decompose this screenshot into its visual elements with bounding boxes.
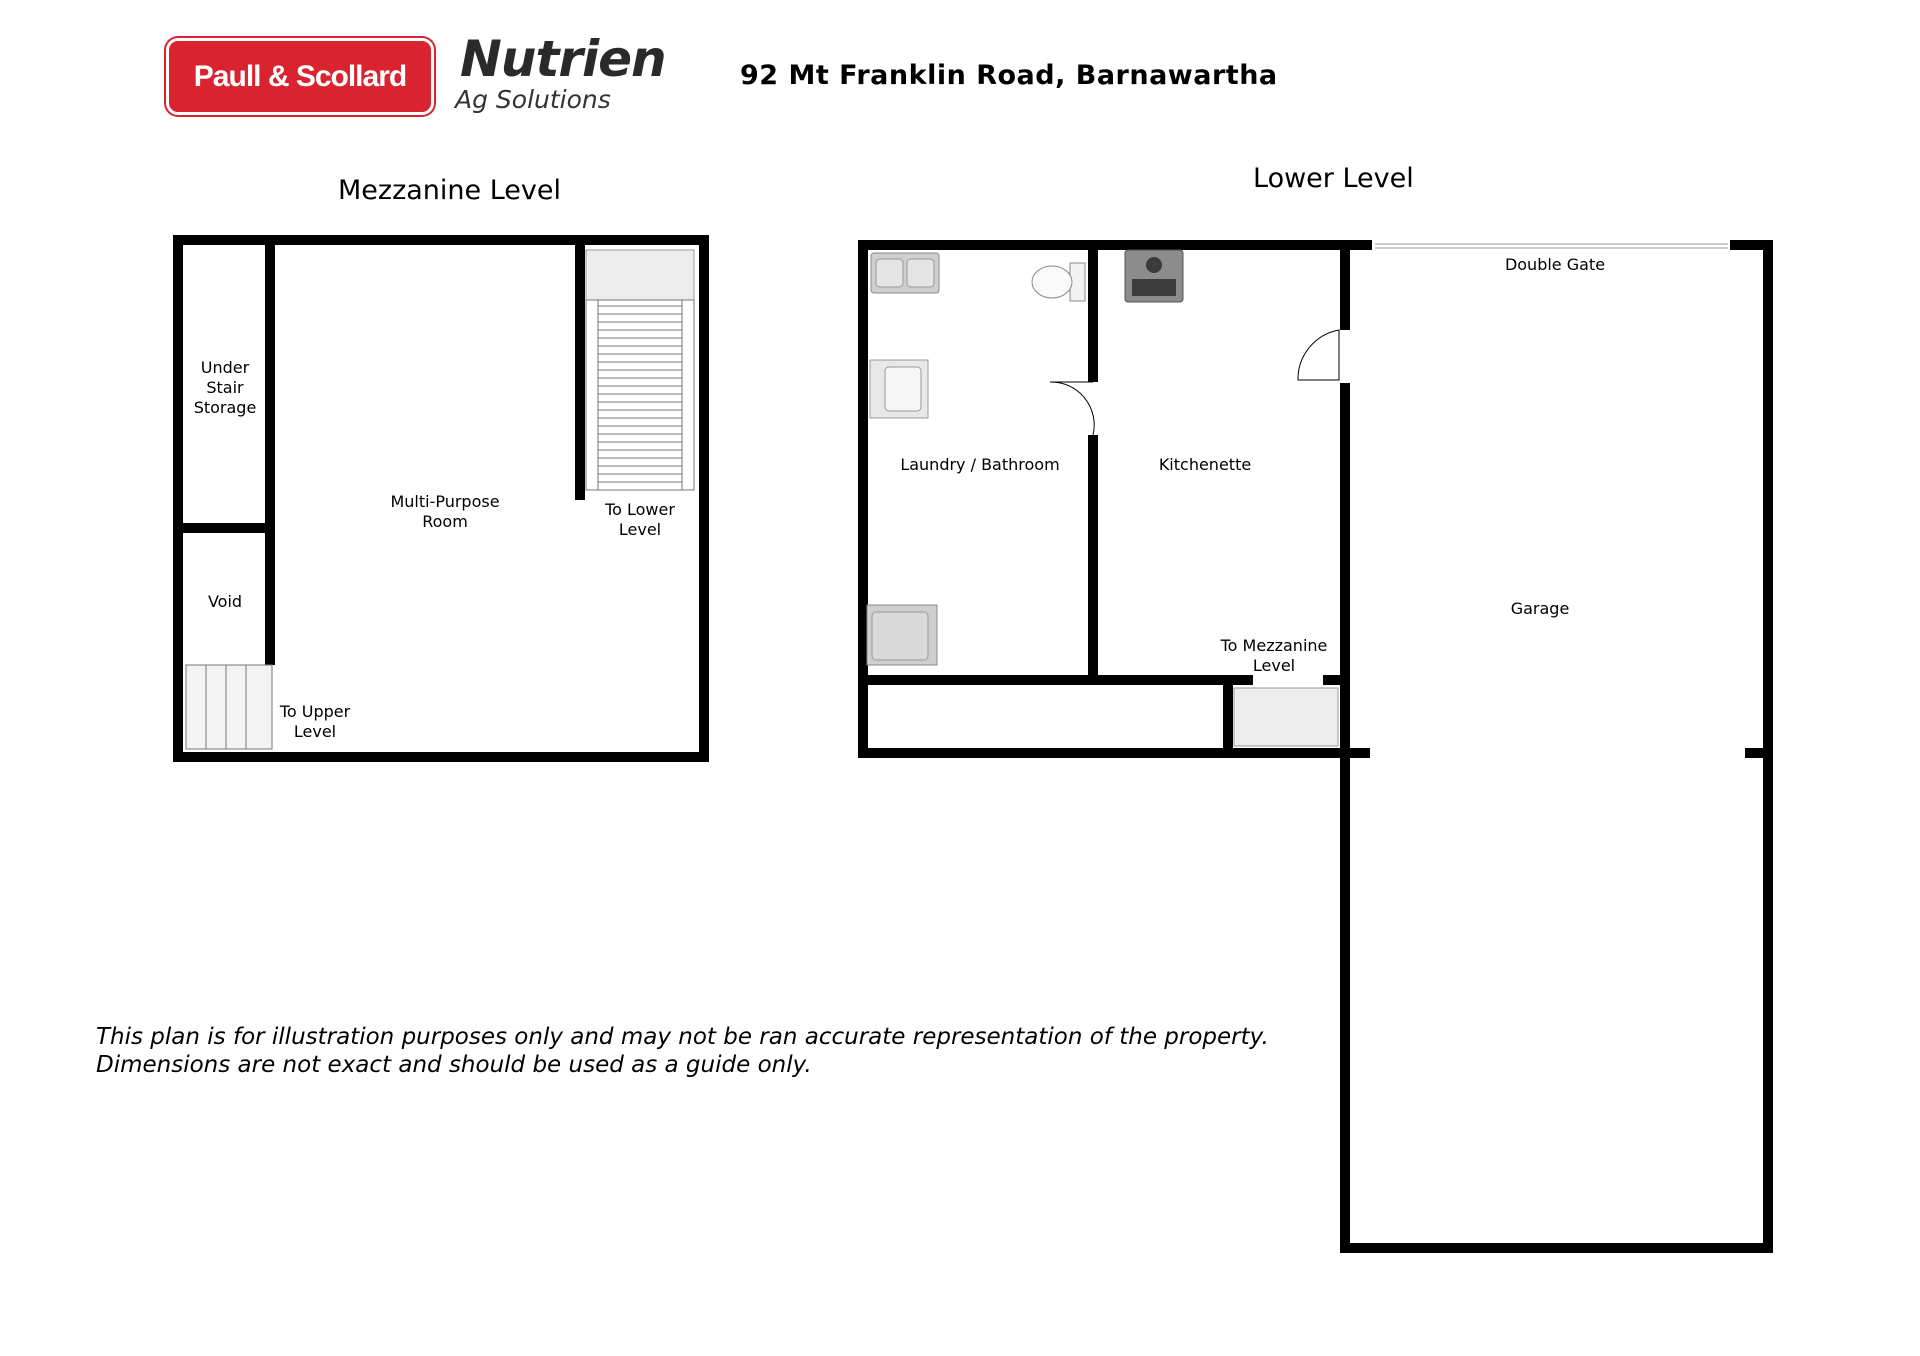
nutrien-logo-subtitle: Ag Solutions	[455, 85, 611, 114]
mezzanine-level-title: Mezzanine Level	[338, 175, 561, 206]
disclaimer-note: This plan is for illustration purposes only and may not be ran accurate representation of the property. Dimensions are not exact and should be used as a guide only.	[96, 1024, 1269, 1078]
room-garage: Garage	[1510, 599, 1570, 618]
lower-level-title: Lower Level	[1253, 163, 1414, 194]
property-address: 92 Mt Franklin Road, Barnawartha	[740, 60, 1278, 91]
double-sink-icon	[871, 253, 939, 293]
stove-icon	[1125, 250, 1183, 302]
label-to-upper-level: To Upper Level	[279, 702, 351, 741]
lower-level-plan	[858, 240, 1773, 1253]
stairs-to-lower-level	[586, 250, 694, 490]
label-double-gate: Double Gate	[1504, 255, 1606, 274]
nutrien-logo-title: Nutrien	[460, 30, 666, 88]
room-multi-purpose: Multi-Purpose Room	[390, 492, 500, 531]
stairs-to-mezzanine	[1234, 688, 1338, 746]
label-to-mezzanine-level: To Mezzanine Level	[1220, 636, 1328, 675]
room-kitchenette: Kitchenette	[1158, 455, 1252, 474]
stairs-to-upper-level	[186, 665, 272, 749]
room-void: Void	[207, 592, 243, 611]
room-laundry-bathroom: Laundry / Bathroom	[900, 455, 1060, 474]
toilet-icon	[1032, 263, 1085, 301]
washing-machine-icon	[870, 360, 928, 418]
room-under-stair-storage: Under Stair Storage	[193, 358, 257, 417]
paull-scollard-logo-text: Paull & Scollard	[193, 59, 407, 93]
kitchenette-door	[1298, 330, 1339, 380]
label-to-lower-level: To Lower Level	[605, 500, 675, 539]
vanity-icon	[867, 605, 937, 665]
laundry-door	[1050, 382, 1094, 435]
